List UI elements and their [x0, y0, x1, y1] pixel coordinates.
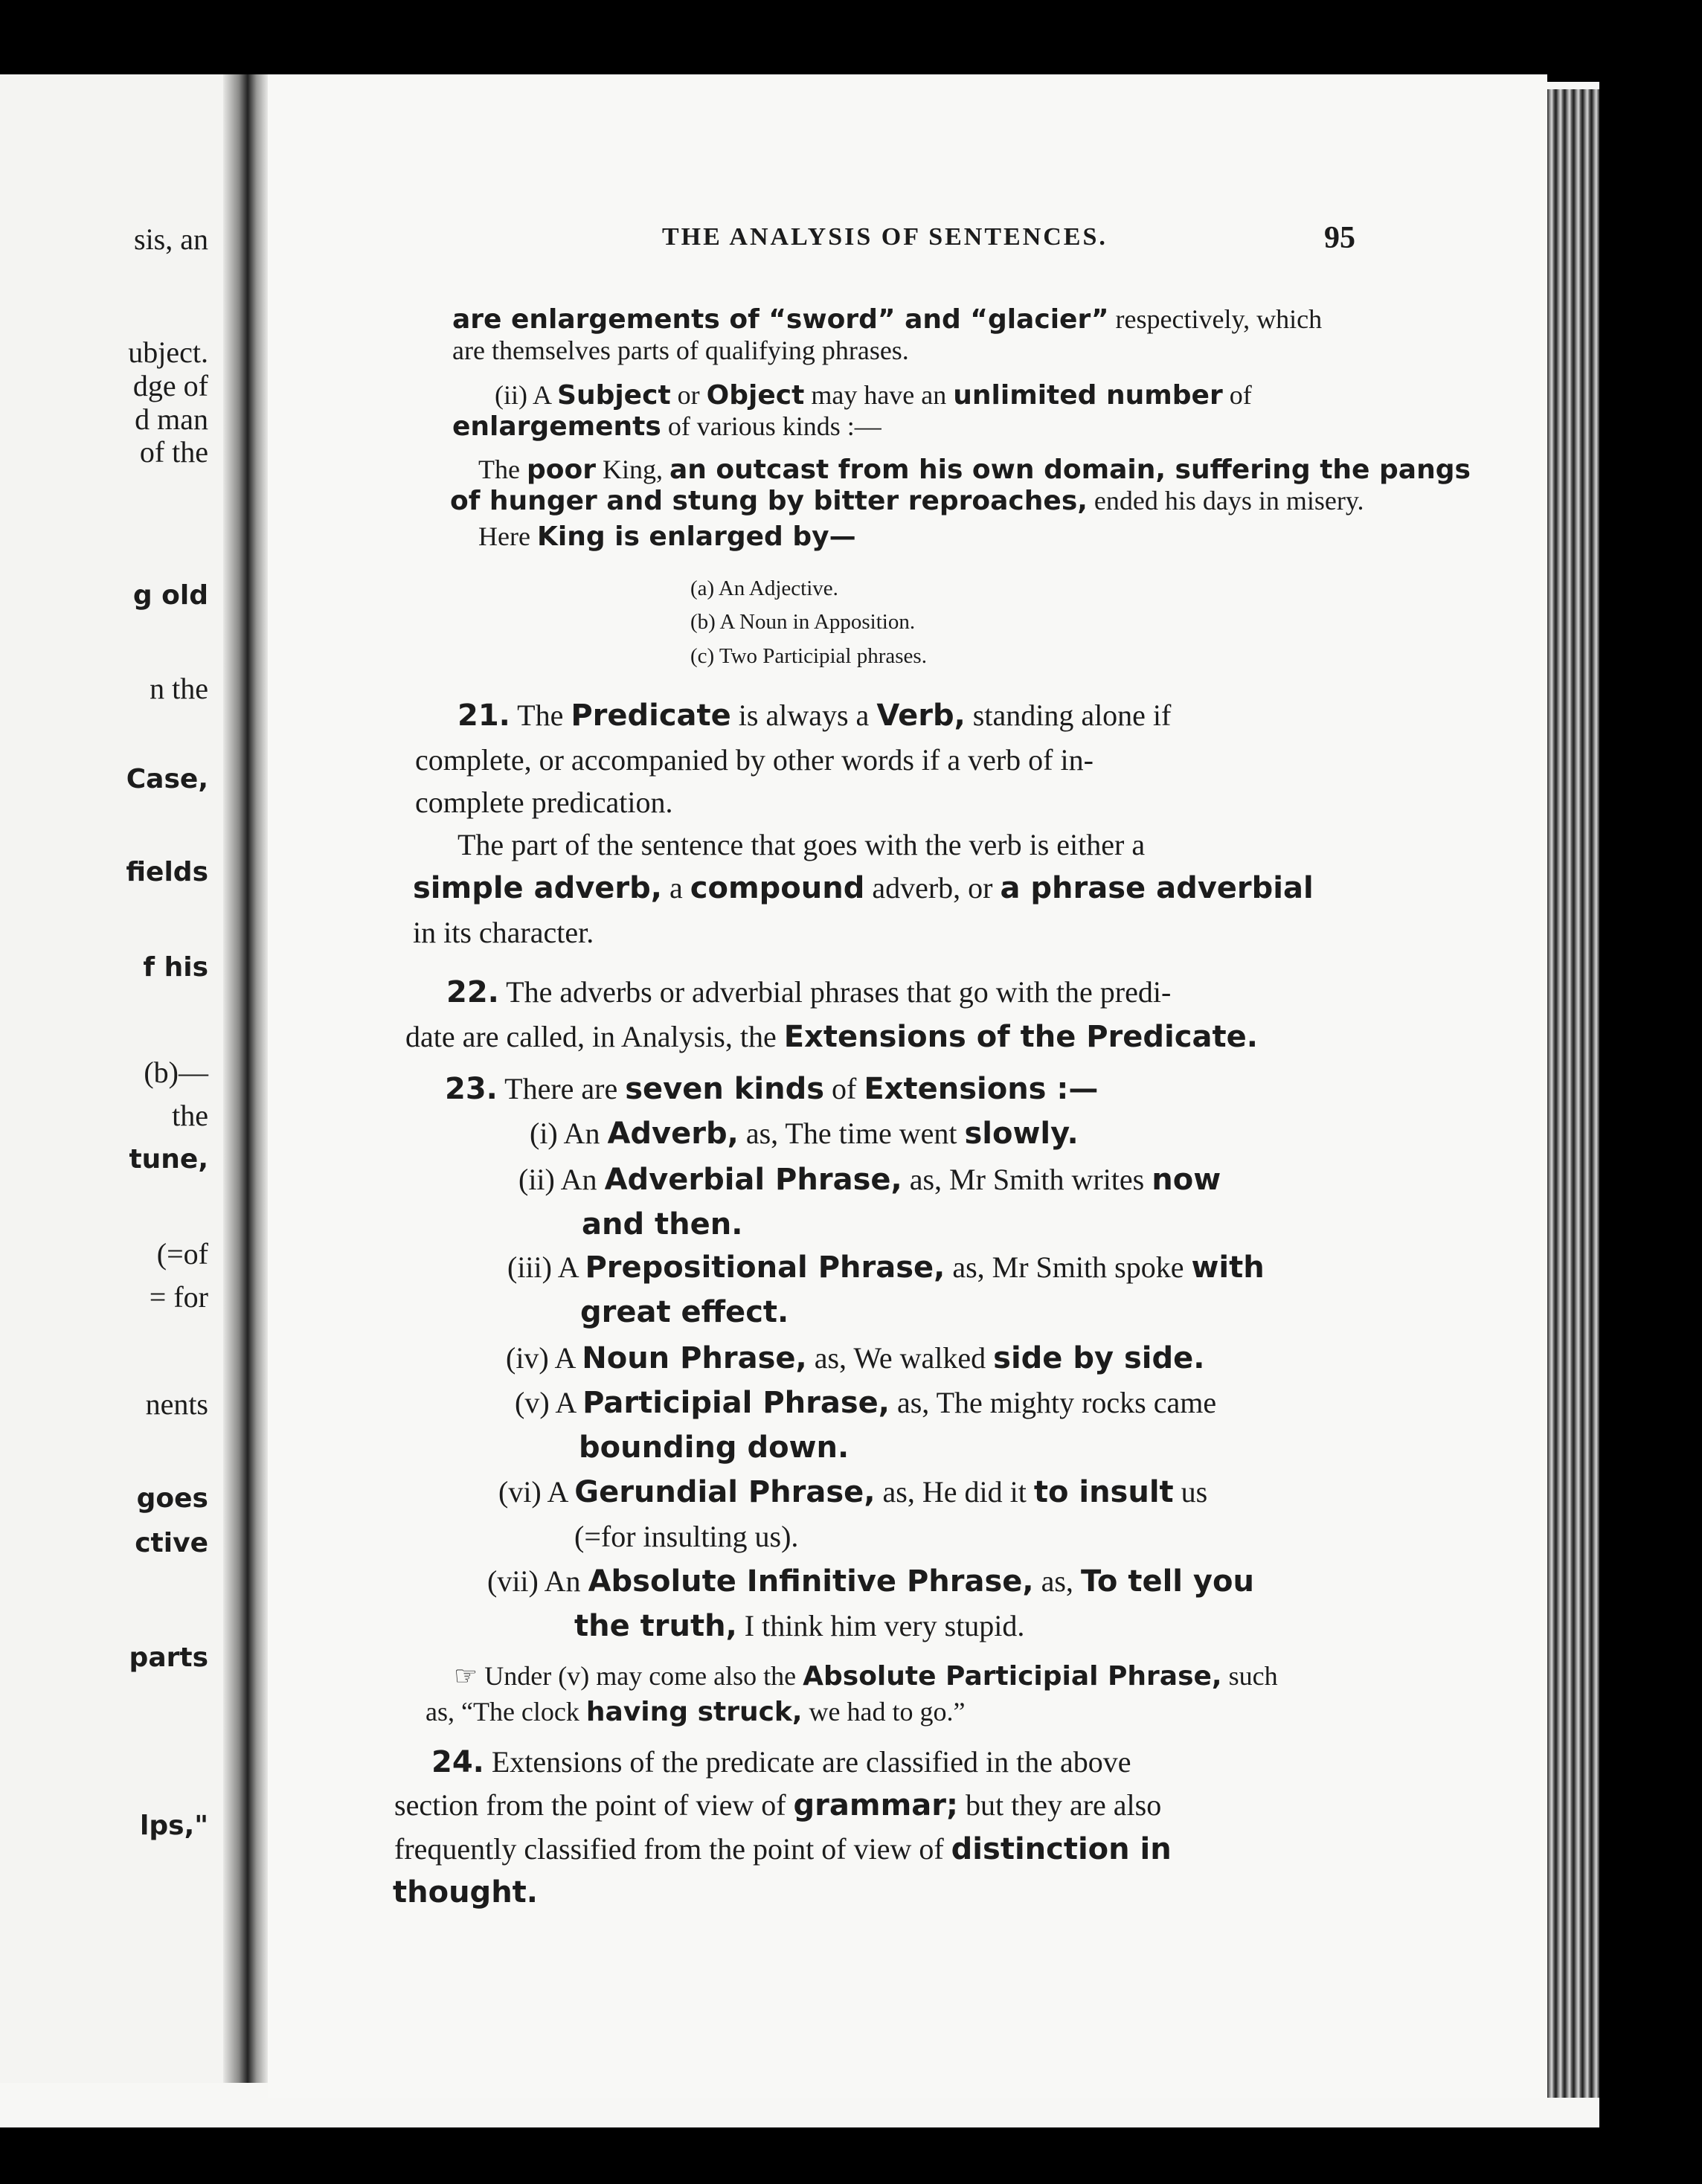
left-page-fragment: goes: [136, 1483, 208, 1514]
left-page-fragment: ubject.: [128, 335, 208, 369]
left-page-fragment: the: [172, 1099, 208, 1132]
extension-item-ii-cont: and then.: [582, 1207, 743, 1242]
left-page-fragment: tune,: [129, 1144, 208, 1175]
left-page-fragment: nents: [145, 1387, 208, 1421]
note-line: ☞ Under (v) may come also the Absolute Participial Phrase, such: [454, 1661, 1278, 1692]
left-page-fragment: lps,": [140, 1811, 208, 1841]
extension-item-v-cont: bounding down.: [579, 1430, 850, 1465]
section-21-line: 21. The Predicate is always a Verb, standing alone if: [457, 698, 1172, 733]
extension-item-vi: (vi) A Gerundial Phrase, as, He did it to insult us: [498, 1475, 1208, 1509]
list-item: (c) Two Participial phrases.: [690, 644, 927, 668]
left-page-fragment: dge of: [132, 369, 208, 402]
section-24-line: frequently classified from the point of view of distinction in: [394, 1832, 1172, 1866]
pointing-hand-icon: ☞: [454, 1661, 478, 1692]
section-22-line: date are called, in Analysis, the Extensions of the Predicate.: [405, 1020, 1258, 1054]
section-24-line: thought.: [393, 1875, 538, 1910]
text-line: (ii) A Subject or Object may have an unlimited number of: [495, 380, 1252, 411]
left-page-fragment: d man: [135, 402, 208, 436]
section-21-line: The part of the sentence that goes with the verb is either a: [457, 828, 1146, 861]
extension-item-ii: (ii) An Adverbial Phrase, as, Mr Smith writes now: [518, 1163, 1221, 1197]
section-24-line: 24. Extensions of the predicate are classified in the above: [431, 1745, 1131, 1779]
left-page-fragment: f his: [143, 952, 208, 983]
section-22-line: 22. The adverbs or adverbial phrases that go with the predi-: [446, 975, 1172, 1009]
extension-item-vii: (vii) An Absolute Infinitive Phrase, as, To tell you: [487, 1564, 1254, 1599]
text-line: enlargements of various kinds :—: [452, 411, 881, 442]
extension-item-i: (i) An Adverb, as, The time went slowly.: [530, 1117, 1079, 1151]
book-gutter: [223, 74, 268, 2083]
left-page-fragment: sis, an: [134, 222, 208, 256]
list-item: (a) An Adjective.: [690, 576, 838, 600]
left-page-fragment: fields: [126, 857, 208, 887]
extension-item-vi-cont: (=for insulting us).: [574, 1520, 799, 1553]
list-item: (b) A Noun in Apposition.: [690, 610, 916, 634]
page-number: 95: [1324, 221, 1355, 255]
scan-border-top: [0, 0, 1702, 82]
section-21-line: in its character.: [413, 916, 594, 949]
text-line: of hunger and stung by bitter reproaches, ended his days in misery.: [450, 486, 1364, 516]
extension-item-v: (v) A Participial Phrase, as, The mighty rocks came: [515, 1386, 1217, 1420]
section-23-line: 23. There are seven kinds of Extensions :—: [445, 1072, 1099, 1106]
left-page-fragment: = for: [149, 1280, 208, 1314]
left-page-fragment: parts: [129, 1642, 208, 1673]
left-page-fragment: Case,: [126, 764, 208, 794]
scan-border-bottom: [0, 2127, 1702, 2184]
section-24-line: section from the point of view of grammar; but they are also: [394, 1788, 1162, 1822]
left-page-fragment: n the: [150, 672, 208, 705]
extension-item-iv: (iv) A Noun Phrase, as, We walked side by side.: [506, 1341, 1205, 1375]
section-21-line: complete predication.: [415, 786, 673, 819]
section-21-line: complete, or accompanied by other words if a verb of in-: [415, 743, 1094, 777]
left-page-fragment: of the: [139, 435, 208, 469]
scan-border-right: [1599, 0, 1702, 2184]
text-line: The poor King, an outcast from his own domain, suffering the pangs: [478, 455, 1471, 485]
page-edges: [1547, 89, 1607, 2098]
section-21-line: simple adverb, a compound adverb, or a phrase adverbial: [413, 871, 1314, 905]
text-line: are enlargements of “sword” and “glacier” respectively, which: [452, 304, 1323, 335]
note-line: as, “The clock having struck, we had to go.”: [426, 1697, 966, 1727]
extension-item-vii-cont: the truth, I think him very stupid.: [574, 1609, 1025, 1643]
left-page-edge: [0, 74, 238, 2083]
left-page-fragment: (b)—: [144, 1056, 208, 1089]
left-page-fragment: (=of: [156, 1237, 208, 1271]
extension-item-iii: (iii) A Prepositional Phrase, as, Mr Smith spoke with: [507, 1250, 1265, 1285]
left-page-fragment: g old: [132, 580, 208, 611]
text-line: are themselves parts of qualifying phrases.: [452, 335, 909, 365]
text-line: Here King is enlarged by—: [478, 521, 856, 552]
running-header: THE ANALYSIS OF SENTENCES.: [662, 223, 1108, 251]
extension-item-iii-cont: great effect.: [580, 1295, 789, 1329]
left-page-fragment: ctive: [135, 1528, 208, 1558]
